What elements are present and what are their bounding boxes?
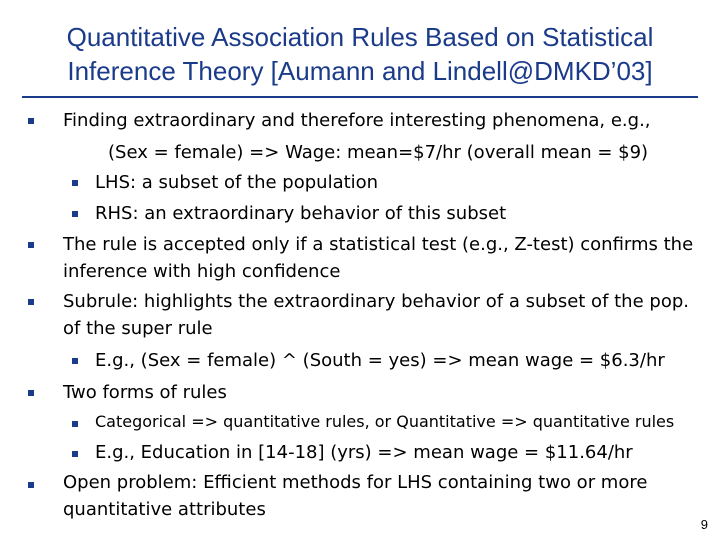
sub-bullet-square-icon — [72, 180, 78, 186]
sub-bullet-square-icon — [72, 451, 78, 457]
bullet-square-icon — [28, 242, 34, 248]
bullet-square-icon — [28, 390, 34, 396]
slide-title-line-1: Quantitative Association Rules Based on Statistical — [66, 22, 654, 52]
bullet-2-line-1: The rule is accepted only if a statistical test (e.g., Z-test) confirms the — [63, 234, 694, 255]
bullet-2-line-2: inference with high confidence — [63, 261, 341, 282]
bullet-square-icon — [28, 118, 34, 124]
bullet-1-sub-2: RHS: an extraordinary behavior of this subset — [95, 203, 507, 224]
bullet-3-sub-1: E.g., (Sex = female) ^ (South = yes) => mean wage = $6.3/hr — [95, 350, 665, 371]
bullet-1-text: Finding extraordinary and therefore interesting phenomena, e.g., — [63, 110, 651, 131]
bullet-3-line-2: of the super rule — [63, 318, 213, 339]
bullet-square-icon — [28, 482, 34, 488]
bullet-4-text: Two forms of rules — [63, 382, 227, 403]
sub-bullet-square-icon — [72, 358, 78, 364]
bullet-5-line-1: Open problem: Efficient methods for LHS containing two or more — [63, 472, 648, 493]
bullet-3-line-1: Subrule: highlights the extraordinary behavior of a subset of the pop. — [63, 291, 689, 312]
bullet-square-icon — [28, 299, 34, 305]
slide-title-line-2: Inference Theory [Aumann and Lindell@DMKD’03] — [67, 56, 653, 86]
bullet-1-example: (Sex = female) => Wage: mean=$7/hr (overall mean = $9) — [108, 142, 649, 163]
bullet-1-sub-1: LHS: a subset of the population — [95, 172, 379, 193]
bullet-5-line-2: quantitative attributes — [63, 499, 266, 520]
bullet-4-sub-2: E.g., Education in [14-18] (yrs) => mean wage = $11.64/hr — [95, 442, 633, 463]
sub-bullet-square-icon — [72, 421, 78, 427]
sub-bullet-square-icon — [72, 211, 78, 217]
page-number: 9 — [700, 517, 708, 532]
bullet-4-sub-1: Categorical => quantitative rules, or Quantitative => quantitative rules — [95, 412, 675, 431]
